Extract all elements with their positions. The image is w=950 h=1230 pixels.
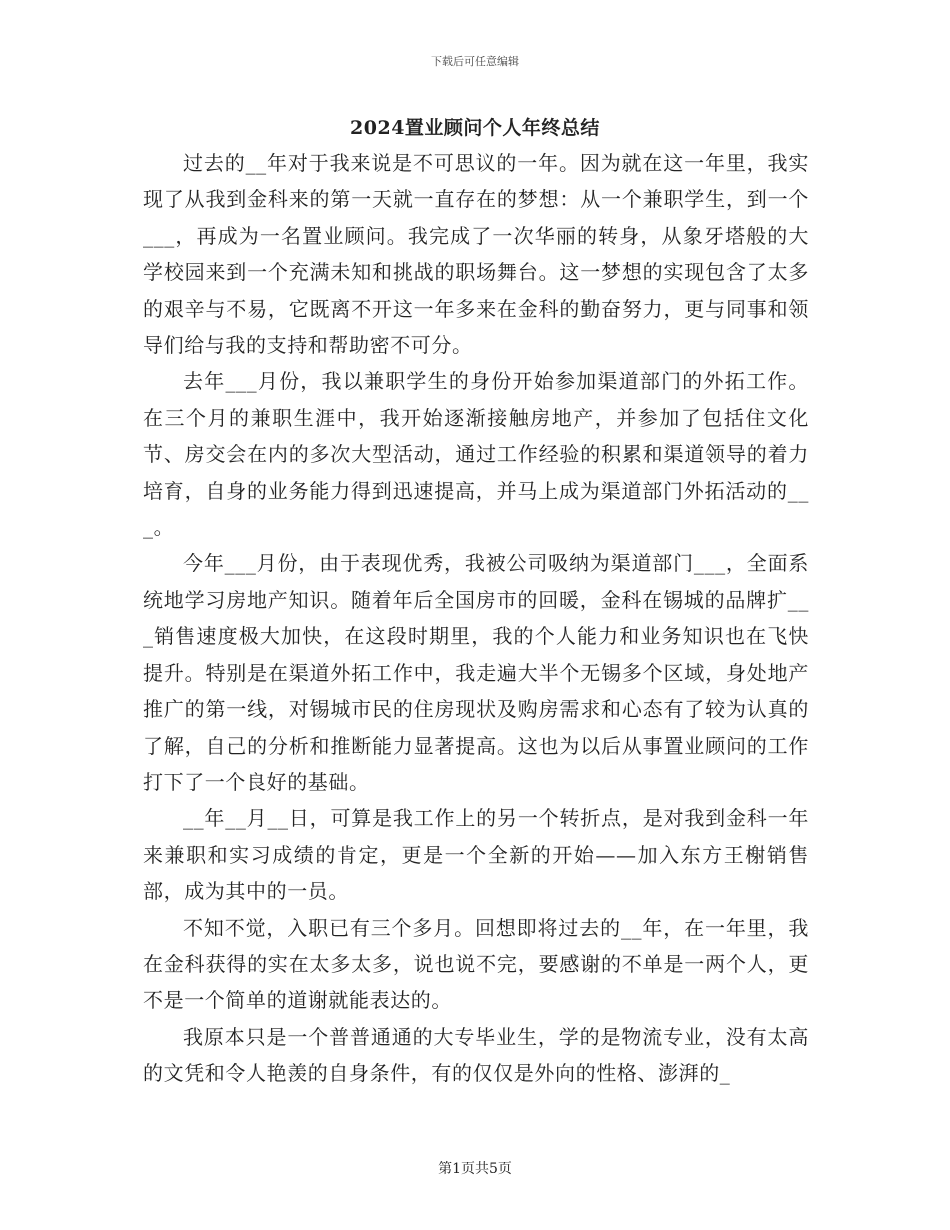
document-body [143, 145, 809, 1092]
paragraph-6: 我原本只是一个普普通通的大专毕业生，学的是物流专业，没有太高的文凭和令人艳羡的自身条件，有的仅仅是外向的性格、澎湃的_ [143, 1024, 809, 1086]
paragraph-4: __年__月__日，可算是我工作上的另一个转折点，是对我到金科一年来兼职和实习成绩的肯定，更是一个全新的开始——加入东方王榭销售部，成为其中的一员。 [143, 806, 809, 904]
paragraph-3: 今年___月份，由于表现优秀，我被公司吸纳为渠道部门___，全面系统地学习房地产知识。随着年后全国房市的回暖，金科在锡城的品牌扩___销售速度极大加快，在这段时期里，我的个人能力和业务知识也在飞快提升。特别是在渠道外拓工作中，我走遍大半个无锡多个区域，身处地产推广的第一线，对锡城市民的住房现状及购房需求和心态有了较为认真的了解，自己的分析和推断能力显著提高。这也为以后从事置业顾问的工作打下了一个良好的基础。 [143, 551, 809, 794]
paragraph-5: 不知不觉，入职已有三个多月。回想即将过去的__年，在一年里，我在金科获得的实在太多太多，说也说不完，要感谢的不单是一两个人，更不是一个简单的道谢就能表达的。 [143, 915, 809, 1013]
paragraph-1: 过去的__年对于我来说是不可思议的一年。因为就在这一年里，我实现了从我到金科来的第一天就一直存在的梦想：从一个兼职学生，到一个___，再成为一名置业顾问。我完成了一次华丽的转身，从象牙塔般的大学校园来到一个充满未知和挑战的职场舞台。这一梦想的实现包含了太多的艰辛与不易，它既离不开这一年多来在金科的勤奋努力，更与同事和领导们给与我的支持和帮助密不可分。 [143, 151, 809, 358]
paragraph-2: 去年___月份，我以兼职学生的身份开始参加渠道部门的外拓工作。在三个月的兼职生涯中，我开始逐渐接触房地产，并参加了包括住文化节、房交会在内的多次大型活动，通过工作经验的积累和渠道领导的着力培育，自身的业务能力得到迅速提高，并马上成为渠道部门外拓活动的___。 [143, 369, 809, 540]
header-note: 下载后可任意编辑 [431, 55, 519, 68]
page-footer: 第1页共5页 [438, 1161, 512, 1177]
document-title: 2024置业顾问个人年终总结 [350, 117, 600, 139]
